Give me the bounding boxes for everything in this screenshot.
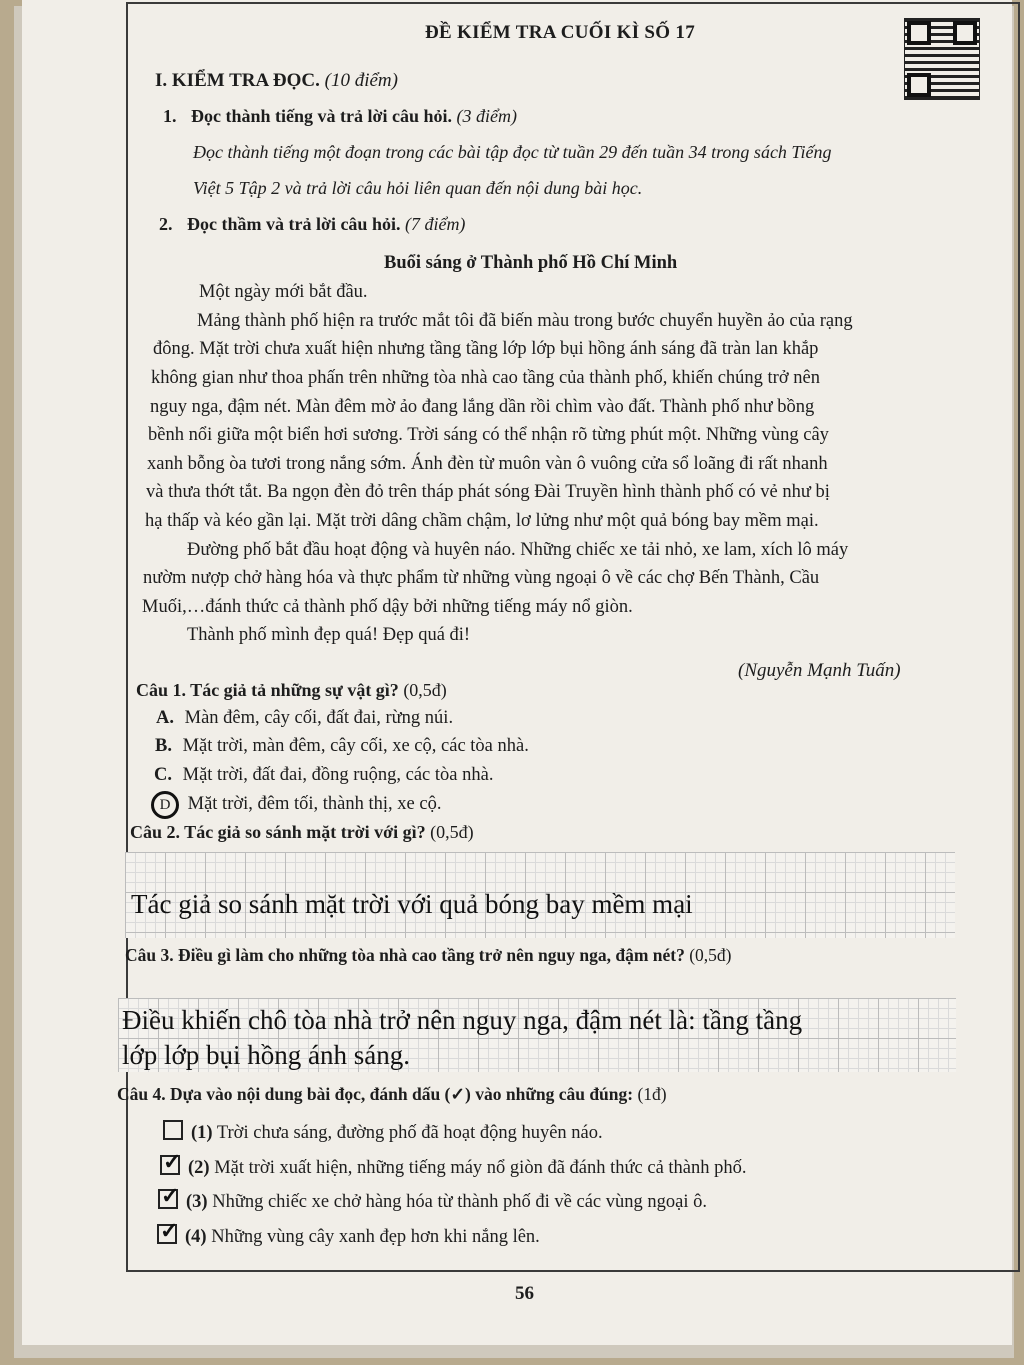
section-title: I. KIỂM TRA ĐỌC. bbox=[155, 70, 320, 91]
q1-option-a bbox=[156, 708, 453, 729]
passage-author: (Nguyễn Mạnh Tuấn) bbox=[738, 660, 901, 681]
checkbox-empty bbox=[163, 1120, 183, 1140]
passage-line: đông. Mặt trời chưa xuất hiện nhưng tầng tầng lớp lớp bụi hồng ánh sáng đã tràn lan khắp bbox=[153, 339, 819, 359]
q1-option-b bbox=[155, 736, 529, 757]
q1-heading bbox=[136, 680, 447, 701]
q3-label: Câu 3. Điều gì làm cho những tòa nhà cao tầng trở nên nguy nga, đậm nét? bbox=[125, 945, 685, 965]
test-title: ĐỀ KIỂM TRA CUỐI KÌ SỐ 17 bbox=[425, 22, 696, 43]
q3-points: (0,5đ) bbox=[689, 945, 732, 965]
q1-points: (0,5đ) bbox=[403, 680, 447, 700]
q2-points: (0,5đ) bbox=[430, 822, 474, 842]
passage-line: nguy nga, đậm nét. Màn đêm mờ ảo đang lắng dần rồi chìm vào đất. Thành phố như bồng bbox=[150, 397, 815, 417]
option-text: Mặt trời, đất đai, đồng ruộng, các tòa nhà. bbox=[182, 765, 494, 785]
item2-points: (7 điểm) bbox=[404, 214, 466, 234]
passage-line: nườm nượp chở hàng hóa và thực phẩm từ những vùng ngoại ô về các chợ Bến Thành, Cầu bbox=[143, 568, 820, 588]
q1-option-d-selected bbox=[151, 791, 441, 819]
passage-line: xanh bỗng òa tươi trong nắng sớm. Ánh đèn từ muôn vàn ô vuông cửa sổ loãng đi rất nhanh bbox=[147, 454, 828, 474]
checkbox-checked bbox=[160, 1155, 180, 1175]
qr-code-icon bbox=[904, 18, 980, 100]
passage-line: bềnh nổi giữa một biển hơi sương. Trời sáng có thể nhận rõ từng phút một. Những vùng cây bbox=[148, 425, 829, 445]
passage-line: Đường phố bắt đầu hoạt động và huyên náo. Những chiếc xe tải nhỏ, xe lam, xích lô máy bbox=[187, 540, 849, 560]
q2-heading bbox=[130, 822, 474, 843]
qr-finder-icon bbox=[953, 21, 977, 45]
q3-answer-line1: Điều khiến chô tòa nhà trở nên nguy nga, đậm nét là: tầng tầng bbox=[122, 1005, 803, 1035]
passage-line: hạ thấp và kéo gần lại. Mặt trời dâng chầm chậm, lơ lửng như một quả bóng bay mềm mại. bbox=[145, 511, 819, 531]
statement-number: (4) bbox=[185, 1227, 207, 1247]
q2-label: Câu 2. Tác giả so sánh mặt trời với gì? bbox=[130, 822, 426, 842]
q4-statement bbox=[163, 1120, 603, 1144]
circled-answer-mark: D bbox=[151, 791, 179, 819]
item1-title: Đọc thành tiếng và trả lời câu hỏi. bbox=[191, 106, 452, 126]
statement-text: Những vùng cây xanh đẹp hơn khi nắng lên. bbox=[211, 1227, 540, 1247]
statement-number: (2) bbox=[188, 1158, 210, 1178]
statement-text: Mặt trời xuất hiện, những tiếng máy nổ giòn đã đánh thức cả thành phố. bbox=[214, 1158, 747, 1178]
item1-points: (3 điểm) bbox=[456, 106, 517, 126]
statement-text: Trời chưa sáng, đường phố đã hoạt động huyên náo. bbox=[216, 1123, 603, 1143]
q4-label: Câu 4. Dựa vào nội dung bài đọc, đánh dấu (✓) vào những câu đúng: bbox=[117, 1084, 634, 1104]
q3-answer-line2: lớp lớp bụi hồng ánh sáng. bbox=[122, 1040, 411, 1070]
option-text: Màn đêm, cây cối, đất đai, rừng núi. bbox=[184, 708, 454, 728]
q3-heading bbox=[125, 945, 732, 966]
statement-text: Những chiếc xe chở hàng hóa từ thành phố đi về các vùng ngoại ô. bbox=[212, 1192, 707, 1212]
item1-number: 1. bbox=[163, 106, 177, 126]
passage-line: Mảng thành phố hiện ra trước mắt tôi đã biến màu trong bước chuyển huyền ảo của rạng bbox=[197, 311, 853, 331]
item2-heading bbox=[159, 214, 465, 235]
item1-heading bbox=[163, 106, 517, 127]
checkbox-checked bbox=[158, 1189, 178, 1209]
passage-line: không gian như thoa phấn trên những tòa nhà cao tầng của thành phố, khiến chúng trở nên bbox=[151, 368, 820, 388]
qr-finder-icon bbox=[907, 73, 931, 97]
q4-statement bbox=[160, 1155, 747, 1179]
passage-line: và thưa thớt tắt. Ba ngọn đèn đỏ trên tháp phát sóng Đài Truyền hình thành phố có vẻ như bị bbox=[146, 482, 830, 502]
q4-statement bbox=[157, 1224, 540, 1248]
q1-option-c bbox=[154, 765, 493, 786]
qr-finder-icon bbox=[907, 21, 931, 45]
option-letter: B. bbox=[155, 736, 172, 756]
q4-points: (1đ) bbox=[637, 1084, 667, 1104]
page-number: 56 bbox=[515, 1283, 534, 1304]
statement-number: (3) bbox=[186, 1192, 208, 1212]
q2-answer: Tác giả so sánh mặt trời với quả bóng bay mềm mại bbox=[131, 889, 693, 919]
statement-number: (1) bbox=[191, 1123, 213, 1143]
item1-instruction-line1: Đọc thành tiếng một đoạn trong các bài tập đọc từ tuần 29 đến tuần 34 trong sách Tiếng bbox=[193, 142, 832, 162]
checkbox-checked bbox=[157, 1224, 177, 1244]
option-letter: A. bbox=[156, 708, 174, 728]
item1-instruction-line2: Việt 5 Tập 2 và trả lời câu hỏi liên quan đến nội dung bài học. bbox=[193, 178, 643, 198]
section-points: (10 điểm) bbox=[324, 70, 398, 91]
passage-line: Một ngày mới bắt đầu. bbox=[199, 282, 368, 302]
item2-number: 2. bbox=[159, 214, 173, 234]
item2-title: Đọc thầm và trả lời câu hỏi. bbox=[187, 214, 401, 234]
option-text: Mặt trời, màn đêm, cây cối, xe cộ, các tòa nhà. bbox=[182, 736, 529, 756]
passage-line: Muối,…đánh thức cả thành phố dậy bởi những tiếng máy nổ giòn. bbox=[142, 597, 633, 617]
passage-line: Thành phố mình đẹp quá! Đẹp quá đi! bbox=[187, 625, 471, 645]
option-text: Mặt trời, đêm tối, thành thị, xe cộ. bbox=[187, 794, 442, 814]
q4-statement bbox=[158, 1189, 707, 1213]
option-letter: C. bbox=[154, 765, 172, 785]
passage-title: Buổi sáng ở Thành phố Hồ Chí Minh bbox=[384, 253, 678, 273]
q4-heading bbox=[117, 1084, 667, 1105]
section-heading bbox=[155, 70, 398, 92]
q1-label: Câu 1. Tác giả tả những sự vật gì? bbox=[136, 680, 399, 700]
